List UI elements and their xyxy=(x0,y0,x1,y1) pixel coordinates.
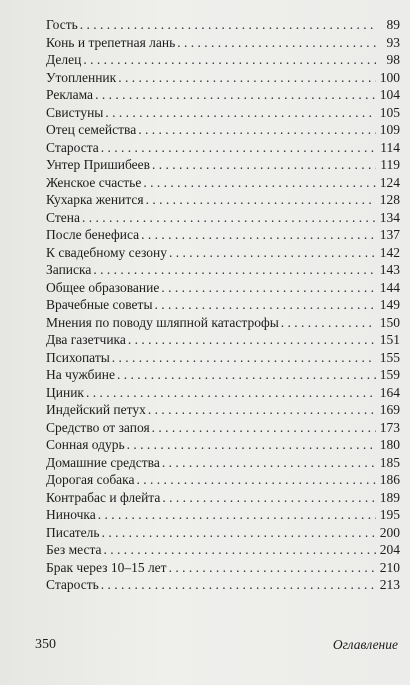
toc-entry-title: Дорогая собака xyxy=(46,472,135,487)
dot-leader xyxy=(141,226,376,244)
dot-leader xyxy=(162,489,376,507)
toc-entry-page: 105 xyxy=(379,104,400,120)
toc-entry-page: 200 xyxy=(379,524,400,540)
toc-entry-title: Циник xyxy=(46,384,84,400)
dot-leader xyxy=(281,314,376,332)
toc-entry xyxy=(46,401,400,419)
toc-entry xyxy=(46,121,400,139)
toc-entry-page: 150 xyxy=(379,314,400,330)
toc-entry xyxy=(46,69,400,87)
toc-entry-page: 124 xyxy=(379,174,400,190)
toc-entry-title: Сонная одурь xyxy=(46,437,125,452)
toc-entry-page: 213 xyxy=(379,577,400,592)
toc-entry xyxy=(46,349,400,367)
dot-leader xyxy=(112,349,376,367)
dot-leader xyxy=(105,104,376,122)
toc-entry-page: 137 xyxy=(379,227,400,242)
toc-entry xyxy=(46,226,400,244)
toc-entry-title: Староста xyxy=(46,139,99,155)
dot-leader xyxy=(101,576,376,594)
running-footer-section: Оглавление xyxy=(332,637,398,652)
toc-entry-title: Конь и трепетная лань xyxy=(46,34,176,50)
dot-leader xyxy=(143,174,376,192)
toc-entry-title: Гость xyxy=(46,17,78,32)
dot-leader xyxy=(152,156,376,174)
toc-entry xyxy=(46,541,400,559)
dot-leader xyxy=(146,191,376,209)
toc-entry-title: После бенефиса xyxy=(46,227,140,242)
dot-leader xyxy=(155,296,376,314)
toc-entry-page: 169 xyxy=(379,402,400,417)
toc-entry-title: Записка xyxy=(46,262,92,277)
toc-entry-title: Стена xyxy=(46,209,80,225)
toc-entry-page: 210 xyxy=(379,559,400,575)
toc-entry-page: 119 xyxy=(380,157,400,172)
toc-entry-page: 128 xyxy=(379,192,400,207)
toc-entry xyxy=(46,506,400,524)
toc-entry-title: Утопленник xyxy=(46,69,117,85)
dot-leader xyxy=(148,401,376,419)
toc-entry xyxy=(46,296,400,314)
toc-entry xyxy=(46,16,400,34)
toc-entry-title: Средство от запоя xyxy=(46,419,150,435)
toc-entry-page: 149 xyxy=(379,297,400,312)
dot-leader xyxy=(80,16,376,34)
toc-entry-title: Свистуны xyxy=(46,104,104,120)
toc-entry xyxy=(46,454,400,472)
dot-leader xyxy=(82,209,376,227)
toc-entry-page: 144 xyxy=(379,279,400,295)
toc-entry-title: Индейский петух xyxy=(46,402,146,417)
toc-entry xyxy=(46,559,400,577)
toc-entry-page: 114 xyxy=(380,139,400,155)
toc-entry-title: Домашние средства xyxy=(46,454,160,470)
dot-leader xyxy=(117,366,376,384)
toc-entry-title: Делец xyxy=(46,52,82,67)
dot-leader xyxy=(161,279,376,297)
toc-entry-title: Писатель xyxy=(46,524,100,540)
dot-leader xyxy=(152,419,376,437)
dot-leader xyxy=(83,51,376,69)
toc-entry-title: Контрабас и флейта xyxy=(46,489,161,505)
dot-leader xyxy=(102,524,376,542)
toc-entry-page: 159 xyxy=(379,367,400,382)
toc-entry-page: 100 xyxy=(379,69,400,85)
dot-leader xyxy=(93,261,376,279)
toc-entry xyxy=(46,489,400,507)
toc-entry xyxy=(46,244,400,262)
toc-entry xyxy=(46,104,400,122)
toc-entry xyxy=(46,261,400,279)
toc-entry-title: Кухарка женится xyxy=(46,192,144,207)
toc-entry xyxy=(46,209,400,227)
toc-entry-page: 93 xyxy=(386,34,400,50)
toc-entry-title: На чужбине xyxy=(46,367,115,382)
toc-entry-page: 104 xyxy=(379,87,400,102)
toc-entry xyxy=(46,419,400,437)
toc-entry-page: 143 xyxy=(379,262,400,277)
dot-leader xyxy=(101,139,376,157)
page-number: 350 xyxy=(35,637,56,652)
toc-entry-title: К свадебному сезону xyxy=(46,244,167,260)
dot-leader xyxy=(95,86,376,104)
toc-entry-page: 142 xyxy=(379,244,400,260)
dot-leader xyxy=(104,541,376,559)
toc-entry-title: Два газетчика xyxy=(46,332,126,347)
toc-entry-page: 186 xyxy=(379,472,400,487)
toc-entry-title: Без места xyxy=(46,542,102,557)
toc-entry xyxy=(46,139,400,157)
toc-entry xyxy=(46,279,400,297)
dot-leader xyxy=(98,506,376,524)
toc-entry-page: 134 xyxy=(379,209,400,225)
toc-entry xyxy=(46,86,400,104)
toc-entry xyxy=(46,471,400,489)
toc-entry-title: Реклама xyxy=(46,87,94,102)
dot-leader xyxy=(128,331,376,349)
toc-entry-title: Старость xyxy=(46,577,99,592)
dot-leader xyxy=(118,69,376,87)
toc-entry-page: 189 xyxy=(379,489,400,505)
dot-leader xyxy=(137,471,376,489)
toc-entry-title: Брак через 10–15 лет xyxy=(46,559,167,575)
toc-entry-title: Мнения по поводу шляпной катастрофы xyxy=(46,314,279,330)
toc-entry-page: 180 xyxy=(379,437,400,452)
dot-leader xyxy=(169,559,376,577)
toc-entry-title: Ниночка xyxy=(46,507,96,522)
toc-entry-page: 98 xyxy=(386,52,400,67)
toc-entry-title: Общее образование xyxy=(46,279,160,295)
toc-entry xyxy=(46,524,400,542)
dot-leader xyxy=(177,34,376,52)
toc-entry xyxy=(46,436,400,454)
toc-entry-page: 173 xyxy=(379,419,400,435)
toc-entry xyxy=(46,314,400,332)
toc-entry-title: Психопаты xyxy=(46,349,110,365)
toc-entry-page: 155 xyxy=(379,349,400,365)
dot-leader xyxy=(162,454,376,472)
toc-entry-title: Отец семейства xyxy=(46,122,137,137)
toc-entry xyxy=(46,331,400,349)
toc-entry xyxy=(46,191,400,209)
toc-entry xyxy=(46,384,400,402)
toc-entry-title: Унтер Пришибеев xyxy=(46,157,151,172)
toc-entry xyxy=(46,51,400,69)
toc-entry-page: 89 xyxy=(386,17,400,32)
toc-entry xyxy=(46,156,400,174)
toc-entry-page: 109 xyxy=(379,122,400,137)
dot-leader xyxy=(138,121,376,139)
dot-leader xyxy=(86,384,376,402)
dot-leader xyxy=(127,436,376,454)
toc-entry-title: Женское счастье xyxy=(46,174,142,190)
toc-entry-title: Врачебные советы xyxy=(46,297,153,312)
toc-entry xyxy=(46,366,400,384)
toc-entry-page: 164 xyxy=(379,384,400,400)
toc-entry xyxy=(46,174,400,192)
toc-entry-page: 151 xyxy=(379,332,400,347)
table-of-contents xyxy=(46,16,400,594)
toc-entry xyxy=(46,576,400,594)
toc-entry-page: 204 xyxy=(379,542,400,557)
toc-entry-page: 195 xyxy=(379,507,400,522)
toc-entry-page: 185 xyxy=(379,454,400,470)
dot-leader xyxy=(169,244,376,262)
toc-entry xyxy=(46,34,400,52)
